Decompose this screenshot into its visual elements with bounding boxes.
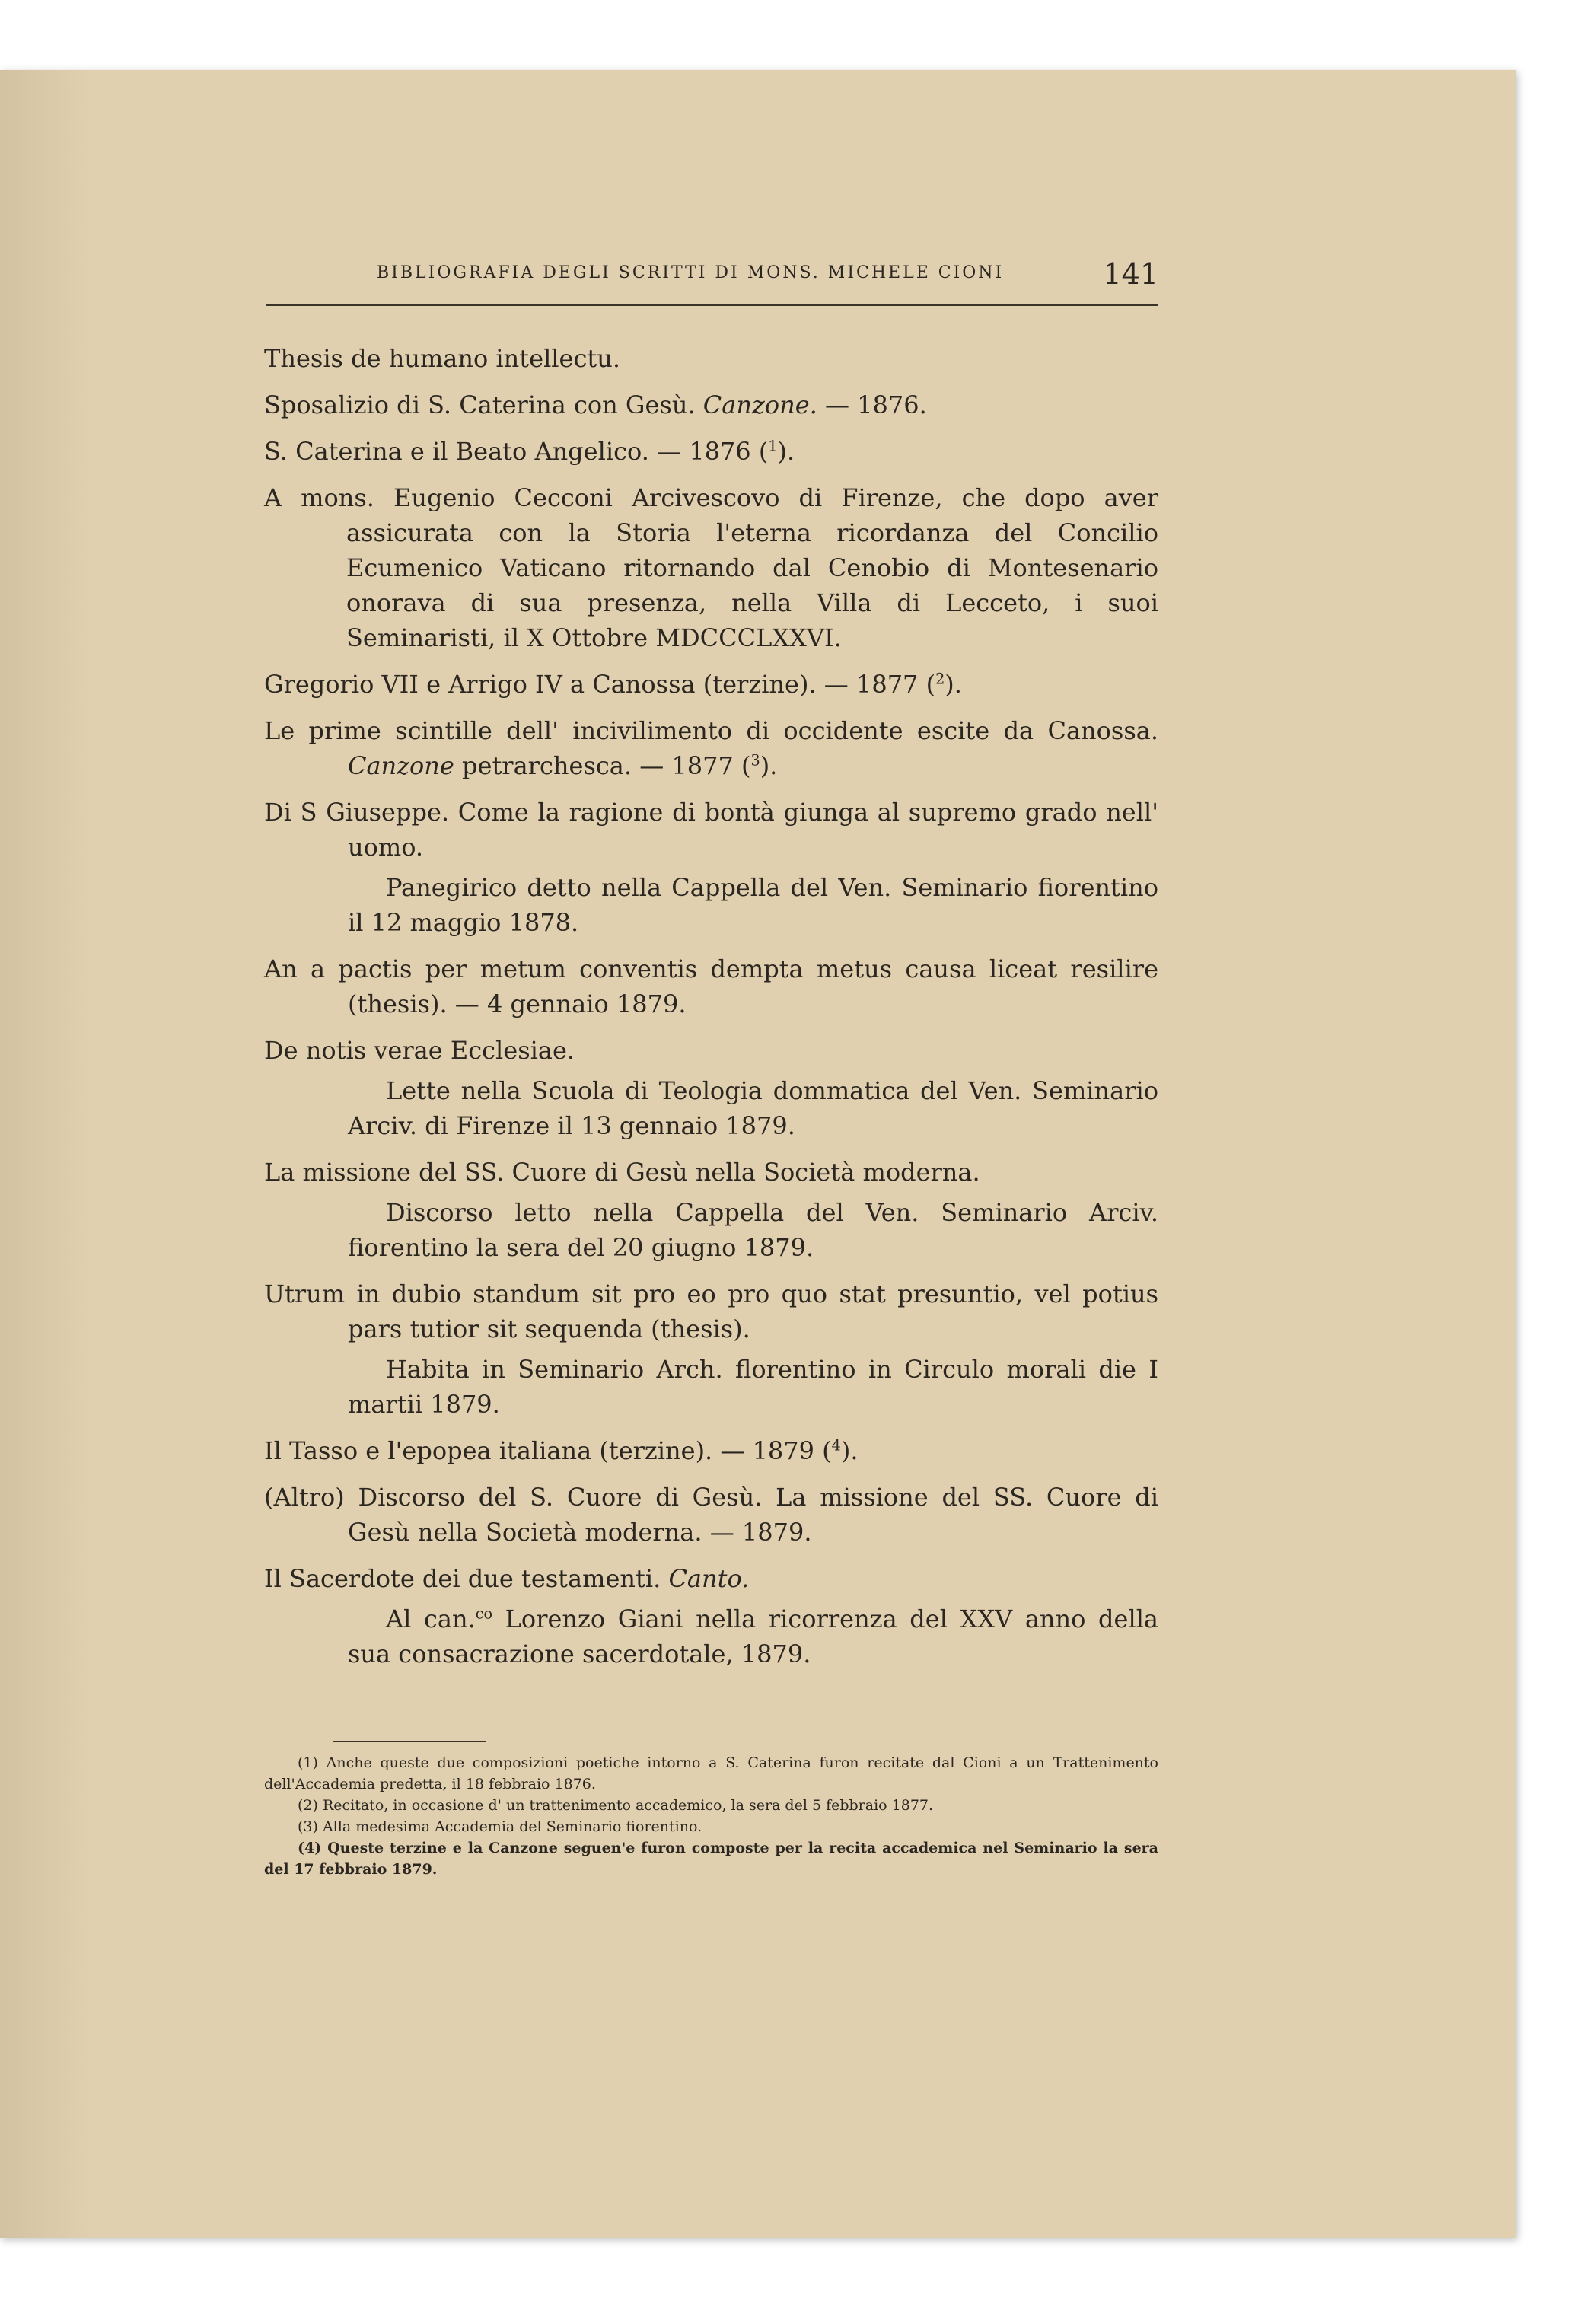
entry-14: Il Sacerdote dei due testamenti. Canto. xyxy=(264,1564,750,1593)
footnote-2: (2) Recitato, in occasione d' un trattenimento accademico, la sera del 5 febbraio 1877. xyxy=(298,1797,934,1814)
page-number: 141 xyxy=(1103,257,1158,291)
entry-3: S. Caterina e il Beato Angelico. — 1876 ($^1$). xyxy=(264,437,795,466)
footnote-rule xyxy=(333,1741,486,1742)
footnote-ref: 2 xyxy=(935,670,945,688)
entry-6: Le prime scintille dell' incivilimento di occidente escite da Canossa. Canzone petrarchesca. — 1877 ($^3$). xyxy=(264,716,1158,780)
entry-5: Gregorio VII e Arrigo IV a Canossa (terzine). — 1877 ($^2$). xyxy=(264,670,962,699)
footnote-4: (4) Queste terzine e la Canzone seguen'e furon composte per la recita accademica nel Seminario la sera del 17 febbraio 1879. xyxy=(264,1840,1158,1878)
page-header xyxy=(266,257,1158,306)
entry-14-note: Al can.$^{co}$ Lorenzo Giani nella ricorrenza del XXV anno della sua consacrazione sacerdotale, 1879. xyxy=(348,1604,1159,1668)
footnote-1: (1) Anche queste due composizioni poetiche intorno a S. Caterina furon recitate dal Cioni a un Trattenimento dell'Accademia predetta, il 18 febbraio 1876. xyxy=(264,1754,1158,1792)
running-title: BIBLIOGRAFIA DEGLI SCRITTI DI MONS. MICHELE CIONI xyxy=(377,263,1005,282)
footnote-ref: 3 xyxy=(750,751,760,770)
entry-4: A mons. Eugenio Cecconi Arcivescovo di Firenze, che dopo aver assicurata con la Storia l'eterna ricordanza del Concilio Ecumenico Vaticano ritornando dal Cenobio di Montesenario onorava di sua presenza, nella Villa di Lecceto, i suoi Seminaristi, il X Ottobre MDCCCLXXVI. xyxy=(264,483,1158,652)
entry-7: Di S Giuseppe. Come la ragione di bontà giunga al supremo grado nell' uomo. xyxy=(264,798,1158,862)
entry-2: Sposalizio di S. Caterina con Gesù. Canzone. — 1876. xyxy=(264,390,927,419)
entry-10: La missione del SS. Cuore di Gesù nella Società moderna. xyxy=(264,1158,980,1187)
footnote-ref: 1 xyxy=(768,437,778,455)
entry-9-note: Lette nella Scuola di Teologia dommatica del Ven. Seminario Arciv. di Firenze il 13 gennaio 1879. xyxy=(348,1076,1158,1140)
entry-13: (Altro) Discorso del S. Cuore di Gesù. La missione del SS. Cuore di Gesù nella Società moderna. — 1879. xyxy=(264,1483,1158,1547)
footnote-ref: 4 xyxy=(831,1436,841,1455)
entry-11-note: Habita in Seminario Arch. florentino in Circulo morali die I martii 1879. xyxy=(348,1355,1158,1419)
entry-9: De notis verae Ecclesiae. xyxy=(264,1036,575,1065)
entry-12: Il Tasso e l'epopea italiana (terzine). — 1879 ($^4$). xyxy=(264,1436,859,1465)
footnotes xyxy=(264,1752,1158,1880)
bibliography-list xyxy=(264,341,1158,1683)
footnote-3: (3) Alla medesima Accademia del Seminario fiorentino. xyxy=(298,1818,702,1835)
entry-7-note: Panegirico detto nella Cappella del Ven. Seminario fiorentino il 12 maggio 1878. xyxy=(348,873,1158,937)
entry-8: An a pactis per metum conventis dempta metus causa liceat resilire (thesis). — 4 gennaio 1879. xyxy=(264,954,1158,1018)
entry-11: Utrum in dubio standum sit pro eo pro quo stat presuntio, vel potius pars tutior sit sequenda (thesis). xyxy=(264,1279,1158,1343)
entry-1: Thesis de humano intellectu. xyxy=(264,344,621,373)
entry-10-note: Discorso letto nella Cappella del Ven. Seminario Arciv. fiorentino la sera del 20 giugno 1879. xyxy=(348,1198,1158,1262)
paper-edge-shading xyxy=(0,70,91,2238)
